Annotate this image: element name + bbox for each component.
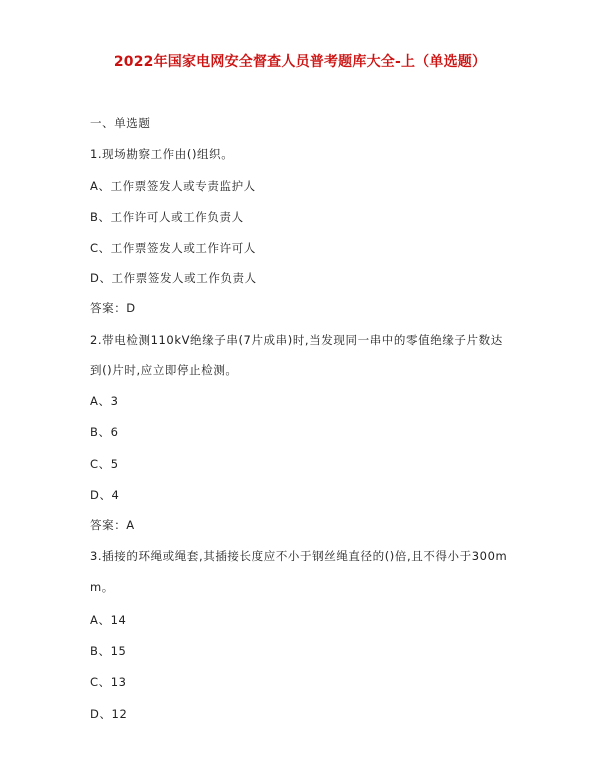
question-3-stem-line-2: m。	[90, 580, 114, 594]
question-2-stem-line-1: 2.带电检测110kV绝缘子串(7片成串)时,当发现同一串中的零值绝缘子片数达	[90, 333, 503, 347]
question-1-option-d: D、工作票签发人或工作负责人	[90, 271, 257, 285]
question-2-answer: 答案：A	[90, 518, 135, 532]
question-2-option-d: D、4	[90, 488, 120, 502]
question-1-option-b: B、工作许可人或工作负责人	[90, 210, 244, 224]
question-3-option-b: B、15	[90, 644, 127, 658]
question-1-option-a: A、工作票签发人或专责监护人	[90, 179, 256, 193]
question-3-option-c: C、13	[90, 675, 127, 689]
question-2-stem-line-2: 到()片时,应立即停止检测。	[90, 363, 238, 377]
question-3-option-a: A、14	[90, 613, 127, 627]
question-1-stem: 1.现场勘察工作由()组织。	[90, 147, 234, 161]
document-title: 2022年国家电网安全督查人员普考题库大全-上（单选题）	[113, 54, 487, 70]
question-3-stem-line-1: 3.插接的环绳或绳套,其插接长度应不小于钢丝绳直径的()倍,且不得小于300m	[90, 549, 508, 563]
question-2-option-a: A、3	[90, 394, 119, 408]
question-1-answer: 答案：D	[90, 301, 136, 315]
question-3-option-d: D、12	[90, 707, 128, 721]
question-2-option-c: C、5	[90, 457, 119, 471]
question-1-option-c: C、工作票签发人或工作许可人	[90, 241, 256, 255]
question-2-option-b: B、6	[90, 425, 119, 439]
section-heading: 一、单选题	[90, 116, 151, 130]
